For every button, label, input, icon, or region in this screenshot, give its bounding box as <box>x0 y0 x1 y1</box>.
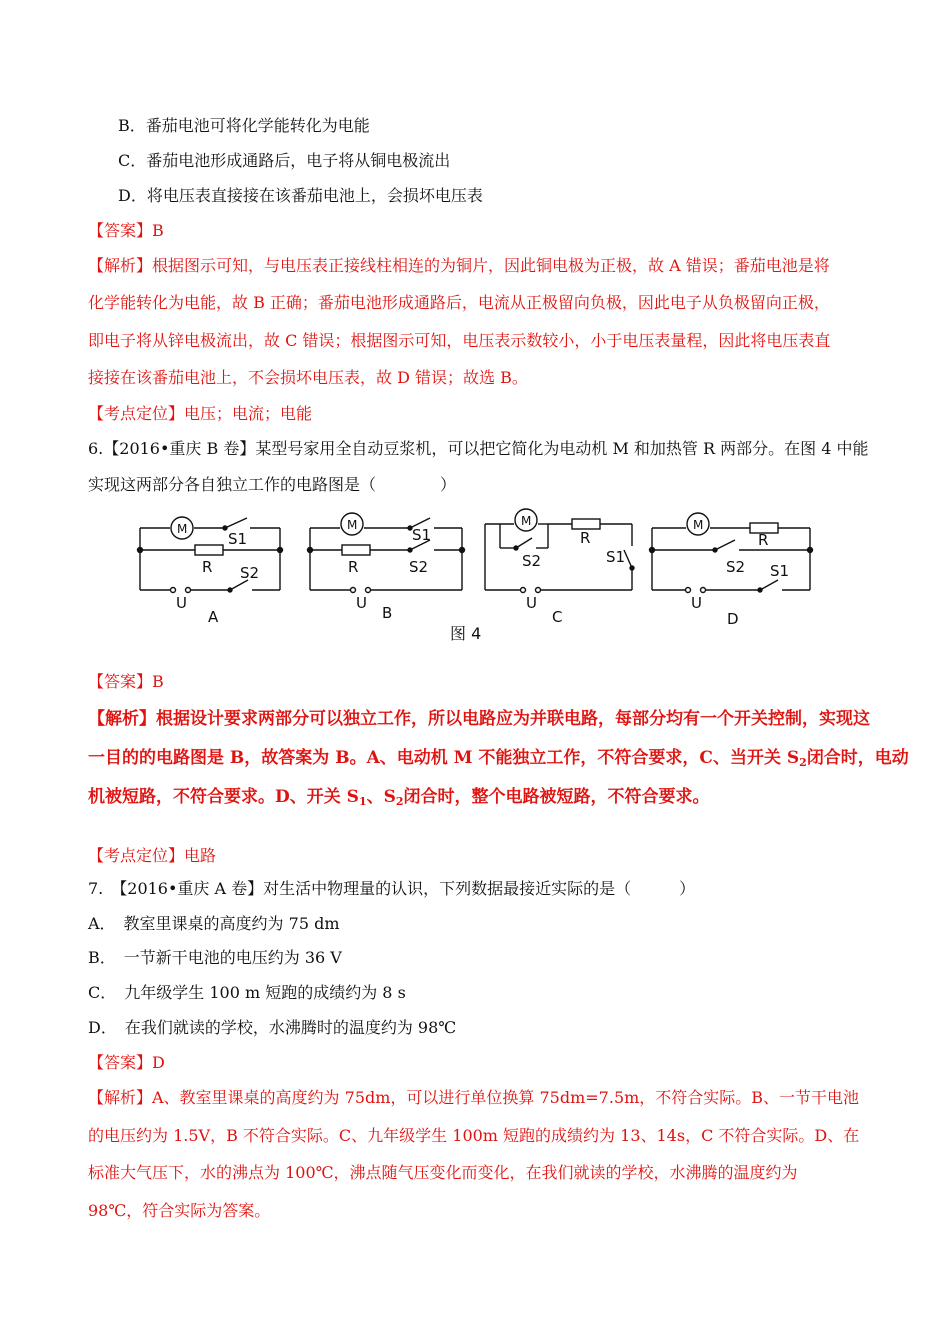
switch-label: S2 <box>522 552 542 570</box>
q7-answer: 【答案】D <box>88 1053 165 1072</box>
q7-option-a: A． 教室里课桌的高度约为 75 dm <box>88 914 340 933</box>
circuit-d <box>650 513 813 593</box>
source-label: U <box>691 594 702 612</box>
switch-label: S1 <box>770 562 790 580</box>
q7-option-b: B． 一节新干电池的电压约为 36 V <box>88 948 342 967</box>
q6-stem: 实现这两部分各自独立工作的电路图是（ ） <box>88 475 457 494</box>
motor-label: M <box>521 514 532 528</box>
circuit-figure <box>130 508 830 652</box>
switch-label: S2 <box>409 558 429 576</box>
switch-label: S1 <box>412 526 432 544</box>
switch-label: S1 <box>606 548 626 566</box>
resistor-icon <box>342 545 370 555</box>
q6-answer: 【答案】B <box>88 672 164 691</box>
q5-analysis-line: 即电子将从锌电极流出，故 C 错误；根据图示可知，电压表示数较小，小于电压表量程，因此将电压表直 <box>88 331 831 350</box>
q5-answer: 【答案】B <box>88 221 164 240</box>
circuit-b <box>308 513 465 593</box>
source-label: U <box>356 594 367 612</box>
circuit-a <box>138 517 283 593</box>
figure-caption: 图 4 <box>450 624 482 643</box>
resistor-label: R <box>202 558 213 576</box>
q6-analysis-line: 一目的的电路图是 B，故答案为 B。A、电动机 M 不能独立工作，不符合要求，C、当开关 $S_2$闭合时，电动 <box>88 748 909 769</box>
q6-analysis-line: 机被短路，不符合要求。D、开关 $S_1$、$S_2$闭合时，整个电路被短路，不符合要求。 <box>88 787 710 808</box>
motor-label: M <box>347 518 358 532</box>
resistor-label: R <box>580 529 591 547</box>
resistor-label: R <box>348 558 359 576</box>
q7-option-d: D． 在我们就读的学校，水沸腾时的温度约为 98℃ <box>88 1018 457 1037</box>
q7-analysis-line: 【解析】A、教室里课桌的高度约为 75dm，可以进行单位换算 75dm=7.5m，不符合实际。B、一节干电池 <box>88 1088 860 1107</box>
resistor-label: R <box>758 531 769 549</box>
switch-label: S2 <box>726 558 746 576</box>
q5-point: 【考点定位】电压；电流；电能 <box>88 404 313 423</box>
q6-stem: 6.【2016•重庆 B 卷】某型号家用全自动豆浆机，可以把它简化为电动机 M 和加热管 R 两部分。在图 4 中能 <box>88 439 869 458</box>
q6-point: 【考点定位】电路 <box>88 846 217 865</box>
source-label: U <box>176 594 187 612</box>
source-label: U <box>526 594 537 612</box>
q6-analysis-line: 【解析】根据设计要求两部分可以独立工作，所以电路应为并联电路，每部分均有一个开关控制，实现这 <box>88 709 870 729</box>
q5-analysis-line: 接接在该番茄电池上，不会损坏电压表，故 D 错误；故选 B。 <box>88 368 528 387</box>
circuit-d-label: D <box>727 610 739 628</box>
circuit-a-label: A <box>208 608 219 626</box>
circuit-b-label: B <box>382 604 393 622</box>
motor-label: M <box>693 518 704 532</box>
motor-label: M <box>177 522 188 536</box>
switch-label: S2 <box>240 564 260 582</box>
q7-analysis-line: 的电压约为 1.5V，B 不符合实际。C、九年级学生 100m 短跑的成绩约为 13、14s，C 不符合实际。D、在 <box>88 1126 860 1145</box>
q5-option-d: D．将电压表直接接在该番茄电池上，会损坏电压表 <box>118 186 483 205</box>
resistor-icon <box>572 519 600 529</box>
q7-option-c: C． 九年级学生 100 m 短跑的成绩约为 8 s <box>88 983 406 1002</box>
q5-option-b: B．番茄电池可将化学能转化为电能 <box>118 116 370 135</box>
resistor-icon <box>195 545 223 555</box>
circuit-c-label: C <box>552 608 563 626</box>
q5-analysis-line: 化学能转化为电能，故 B 正确；番茄电池形成通路后，电流从正极留向负极，因此电子从负极留向正极， <box>88 293 830 312</box>
q7-analysis-line: 98℃，符合实际为答案。 <box>88 1201 271 1220</box>
q7-stem: 7. 【2016•重庆 A 卷】对生活中物理量的认识，下列数据最接近实际的是（ ） <box>88 879 696 898</box>
q7-analysis-line: 标准大气压下，水的沸点为 100℃，沸点随气压变化而变化，在我们就读的学校，水沸腾的温度约为 <box>88 1163 798 1182</box>
q5-analysis-line: 【解析】根据图示可知，与电压表正接线柱相连的为铜片，因此铜电极为正极，故 A 错误；番茄电池是将 <box>88 256 830 275</box>
q5-option-c: C．番茄电池形成通路后，电子将从铜电极流出 <box>118 151 451 170</box>
switch-label: S1 <box>228 530 248 548</box>
